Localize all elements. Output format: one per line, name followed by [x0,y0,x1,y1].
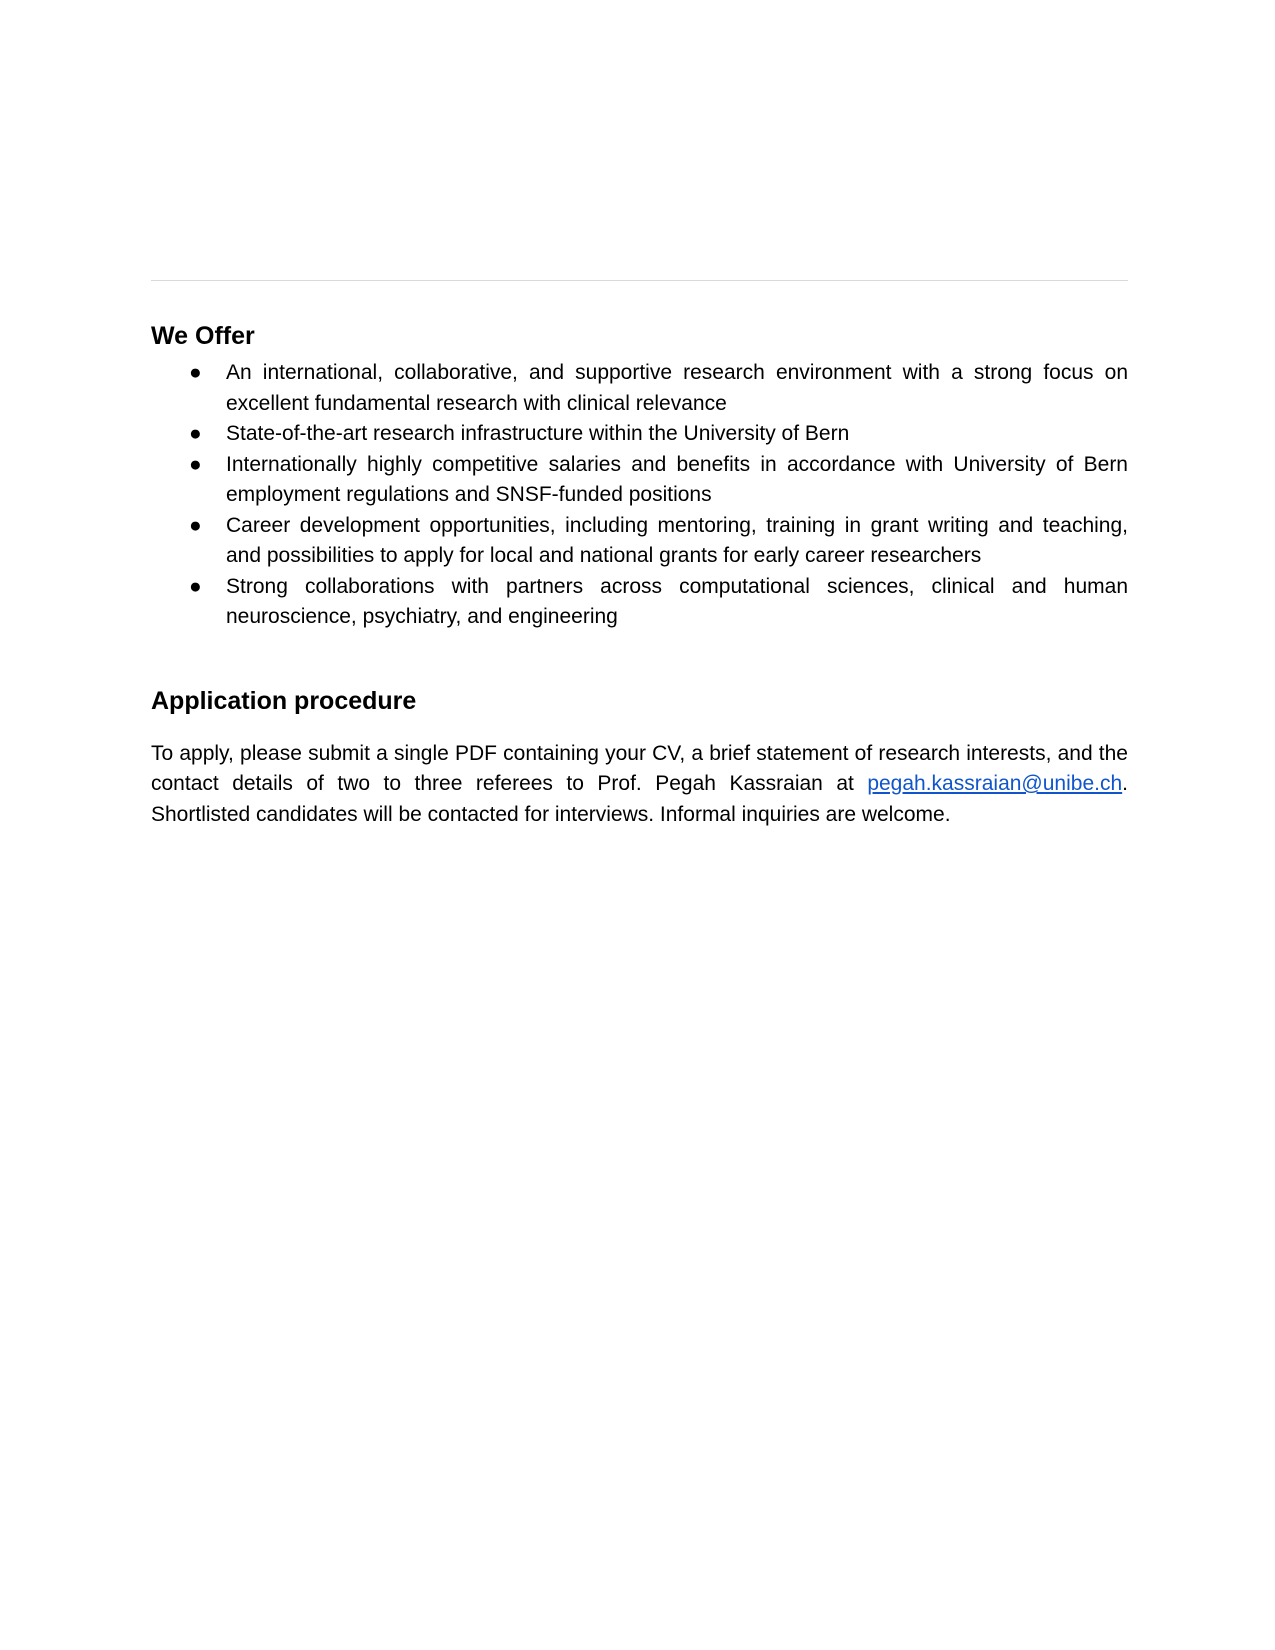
we-offer-list [151,358,1128,633]
list-item: ● Career development opportunities, including mentoring, training in grant writing and teaching, and possibilities to apply for local and national grants for early career researchers [151,511,1128,572]
we-offer-heading: We Offer [151,322,255,350]
bullet-icon: ● [189,452,202,476]
bullet-icon: ● [189,574,202,598]
bullet-icon: ● [189,513,202,537]
list-item: ● An international, collaborative, and supportive research environment with a strong focus on excellent fundamental research with clinical relevance [151,358,1128,419]
application-paragraph: To apply, please submit a single PDF containing your CV, a brief statement of research interests, and the contact details of two to three referees to Prof. Pegah Kassraian at pegah.kassraian@unibe.ch. Shortlisted candidates will be contacted for interviews. Informal inquiries are welcome. [151,741,1128,826]
document-body [151,318,1128,830]
application-section [151,683,1128,831]
application-heading: Application procedure [151,686,417,715]
horizontal-divider [151,280,1128,281]
bullet-icon: ● [189,422,202,445]
list-item: ● Strong collaborations with partners across computational sciences, clinical and human neuroscience, psychiatry, and engineering [151,572,1128,633]
email-link[interactable]: pegah.kassraian@unibe.ch [867,772,1123,795]
bullet-icon: ● [189,361,202,384]
list-item: ● State-of-the-art research infrastructure within the University of Bern [151,419,1128,450]
list-item: ● Internationally highly competitive salaries and benefits in accordance with University of Bern employment regulations and SNSF-funded positions [151,450,1128,511]
we-offer-section [151,318,1128,633]
